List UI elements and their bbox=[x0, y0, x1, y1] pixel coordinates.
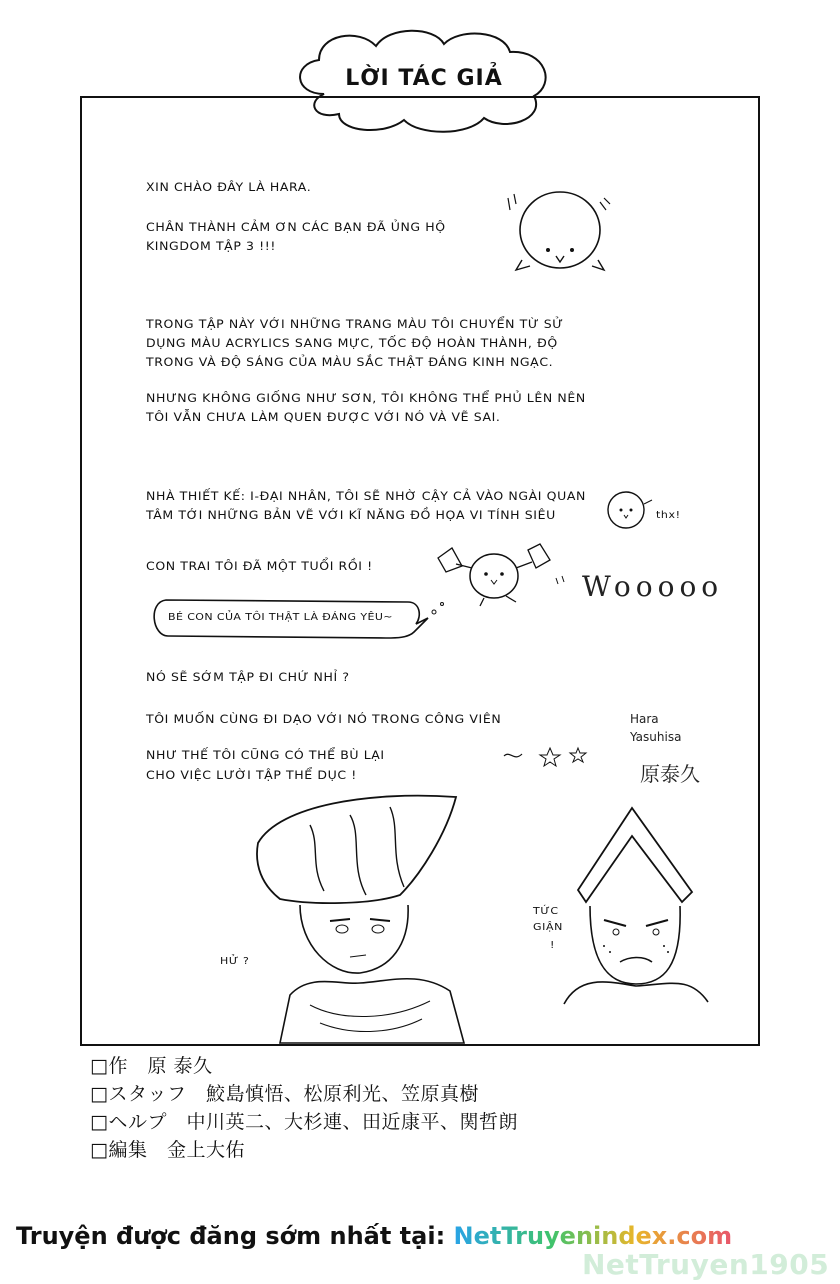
color-line-3: TRONG VÀ ĐỘ SÁNG CỦA MÀU SẮC THẬT ĐÁNG KINH NGẠC. bbox=[146, 354, 554, 369]
signature-name-2: Yasuhisa bbox=[630, 730, 682, 744]
credit-editor: □編集 金上大佑 bbox=[90, 1139, 245, 1161]
wooo-label: Wooooo bbox=[582, 570, 724, 603]
signature-name-1: Hara bbox=[630, 712, 659, 726]
thanks-line-2: KINGDOM TẬP 3 !!! bbox=[146, 238, 276, 253]
source-site-link[interactable]: NetTruyenindex.com bbox=[453, 1222, 733, 1250]
exercise-line-1: NHƯ THẾ TÔI CŨNG CÓ THỂ BÙ LẠI bbox=[146, 747, 385, 762]
small-bird-doodle bbox=[604, 488, 654, 534]
thx-label: thx! bbox=[656, 508, 681, 521]
angry-label-1: TỨC bbox=[533, 904, 559, 917]
color-line-1: TRONG TẬP NÀY VỚI NHỮNG TRANG MÀU TÔI CHUYỂN TỪ SỬ bbox=[146, 316, 564, 331]
designer-line-1: NHÀ THIẾT KẾ: I-ĐẠI NHÂN, TÔI SẼ NHỜ CẬY CẢ VÀO NGÀI QUAN bbox=[146, 488, 586, 503]
credit-staff: □スタッフ 鮫島慎悟、松原利光、笠原真樹 bbox=[90, 1083, 479, 1105]
hu-label: HỬ ? bbox=[220, 954, 250, 967]
greeting-line: XIN CHÀO ĐÂY LÀ HARA. bbox=[146, 179, 312, 194]
paint-line-2: TÔI VẪN CHƯA LÀM QUEN ĐƯỢC VỚI NÓ VÀ VẼ SAI. bbox=[146, 409, 501, 424]
color-line-2: DỤNG MÀU ACRYLICS SANG MỰC, TỐC ĐỘ HOÀN THÀNH, ĐỘ bbox=[146, 335, 558, 350]
credit-author: □作 原 泰久 bbox=[90, 1055, 213, 1077]
page-title: LỜI TÁC GIẢ bbox=[345, 66, 503, 91]
source-footer bbox=[16, 1222, 732, 1250]
son-line: CON TRAI TÔI ĐÃ MỘT TUỔI RỒI ! bbox=[146, 558, 373, 573]
credits-block bbox=[90, 1052, 518, 1164]
character-boy-drawing bbox=[250, 795, 470, 1045]
stars-doodle bbox=[500, 742, 600, 772]
exercise-line-2: CHO VIỆC LƯỜI TẬP THỂ DỤC ! bbox=[146, 767, 357, 782]
angry-label-3: ! bbox=[550, 938, 556, 951]
flying-bird-doodle bbox=[428, 538, 578, 618]
designer-line-2: TÂM TỚI NHỮNG BẢN VẼ VỚI KĨ NĂNG ĐỒ HỌA VI TÍNH SIÊU bbox=[146, 507, 556, 522]
paint-line-1: NHƯNG KHÔNG GIỐNG NHƯ SƠN, TÔI KHÔNG THỂ PHỦ LÊN NÊN bbox=[146, 390, 586, 405]
speech-bubble-text: BÉ CON CỦA TÔI THẬT LÀ ĐÁNG YÊU~ bbox=[168, 610, 393, 623]
walk-line: NÓ SẼ SỚM TẬP ĐI CHỨ NHỈ ? bbox=[146, 669, 350, 684]
signature-kanji: 原泰久 bbox=[640, 762, 700, 786]
park-line: TÔI MUỐN CÙNG ĐI DẠO VỚI NÓ TRONG CÔNG VIÊN bbox=[146, 711, 502, 726]
character-angry-drawing bbox=[560, 806, 710, 1016]
source-prefix: Truyện được đăng sớm nhất tại: bbox=[16, 1222, 454, 1250]
bird-doodle bbox=[500, 180, 610, 290]
watermark: NetTruyen1905 bbox=[582, 1248, 830, 1281]
thanks-line-1: CHÂN THÀNH CẢM ƠN CÁC BẠN ĐÃ ỦNG HỘ bbox=[146, 219, 446, 234]
angry-label-2: GIẬN bbox=[533, 920, 563, 933]
credit-help: □ヘルプ 中川英二、大杉連、田近康平、関哲朗 bbox=[90, 1111, 518, 1133]
